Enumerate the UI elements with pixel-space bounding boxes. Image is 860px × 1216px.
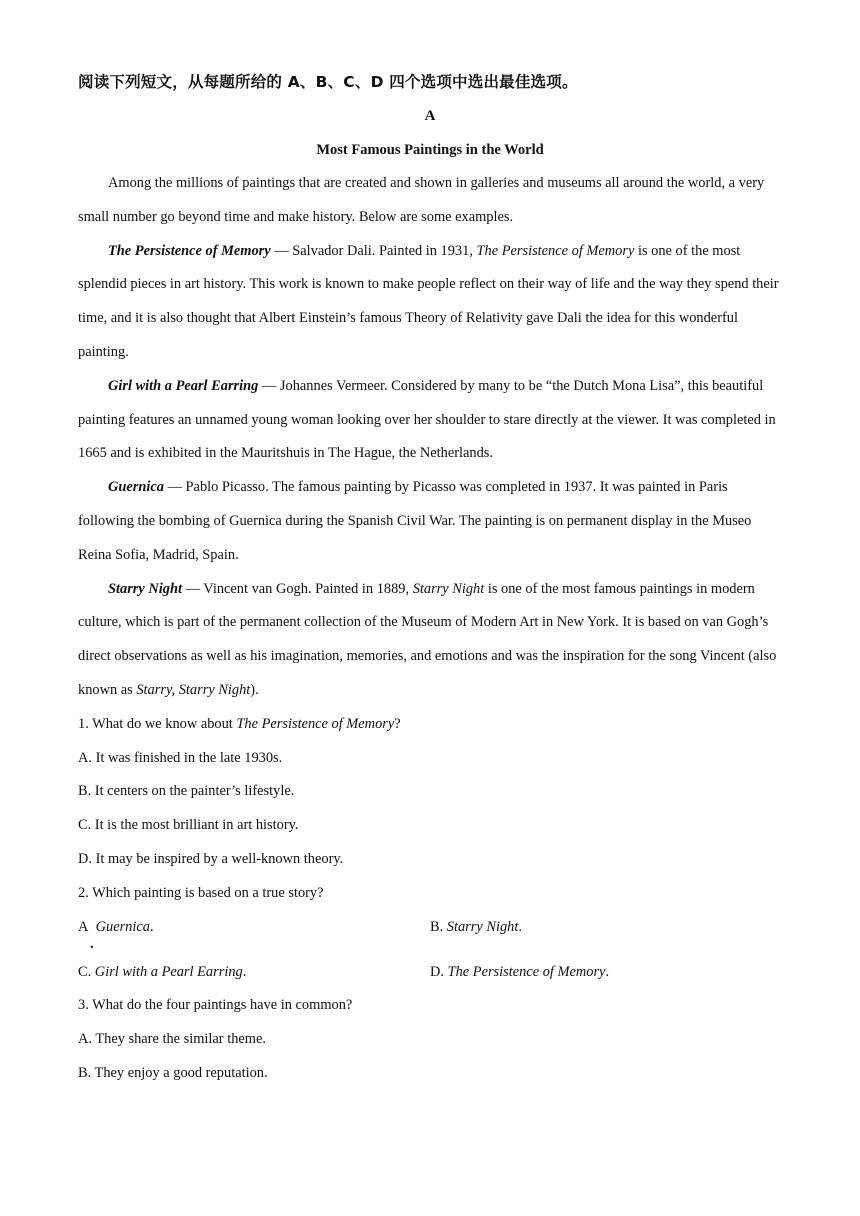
question-1-stem: 1. What do we know about The Persistence of Memory? [78,715,401,732]
question-1-option-c: C. It is the most brilliant in art history. [78,817,299,834]
painting-name: Starry Night [108,580,182,597]
question-2-stem: 2. Which painting is based on a true story? [78,884,324,901]
painting-name: Guernica [108,479,164,496]
instruction-text: 阅读下列短文，从每题所给的 A、B、C、D 四个选项中选出最佳选项。 [78,73,578,91]
question-2-option-c: C. Girl with a Pearl Earring. [78,963,247,980]
question-1-option-d: D. It may be inspired by a well-known theory. [78,850,344,867]
question-3-stem: 3. What do the four paintings have in common? [78,997,353,1014]
painting-paragraph-starry: Starry Night — Vincent van Gogh. Painted in 1889, Starry Night is one of the most famous paintings in modern culture, which is part of the permanent collection of the Museum of Modern Art in New York. It is based on van Gogh’s direct observations as well as his imagination, memories, and emotions and was the inspiration for the song Vincent (also known as Starry, Starry Night). [78,580,777,698]
intro-paragraph: Among the millions of paintings that are created and shown in galleries and museums all around the world, a very small number go beyond time and make history. Below are some examples. [78,175,765,225]
question-2-option-d: D. The Persistence of Memory. [430,963,610,980]
painting-paragraph-guernica: Guernica — Pablo Picasso. The famous painting by Picasso was completed in 1937. It was painted in Paris following the bombing of Guernica during the Spanish Civil War. The painting is on permanent display in the Museo Reina Sofia, Madrid, Spain. [78,479,752,563]
painting-name: The Persistence of Memory [108,242,271,259]
question-3-option-a: A. They share the similar theme. [78,1031,266,1048]
passage-title: Most Famous Paintings in the World [316,142,544,158]
passage-body [78,167,782,1091]
question-2-options-row-1 [78,911,782,956]
painting-name: Girl with a Pearl Earring [108,377,259,394]
painting-paragraph-persistence: The Persistence of Memory — Salvador Dali. Painted in 1931, The Persistence of Memory is one of the most splendid pieces in art history. This work is known to make people reflect on their way of life and the way they spend their time, and it is also thought that Albert Einstein’s famous Theory of Relativity gave Dali the idea for this wonderful painting. [78,242,779,360]
question-2-options-row-2 [78,956,782,990]
question-2-option-b: B. Starry Night. [430,918,522,935]
painting-paragraph-girl: Girl with a Pearl Earring — Johannes Vermeer. Considered by many to be “the Dutch Mona Lisa”, this beautiful painting features an unnamed young woman looking over her shoulder to stare directly at the viewer. It was completed in 1665 and is exhibited in the Mauritshuis in The Hague, the Netherlands. [78,377,776,462]
question-2-option-a: A . Guernica. [78,911,430,956]
question-1-option-b: B. It centers on the painter’s lifestyle. [78,783,295,800]
section-letter: A [424,108,436,124]
question-1-option-a: A. It was finished in the late 1930s. [78,749,283,766]
question-3-option-b: B. They enjoy a good reputation. [78,1064,268,1081]
